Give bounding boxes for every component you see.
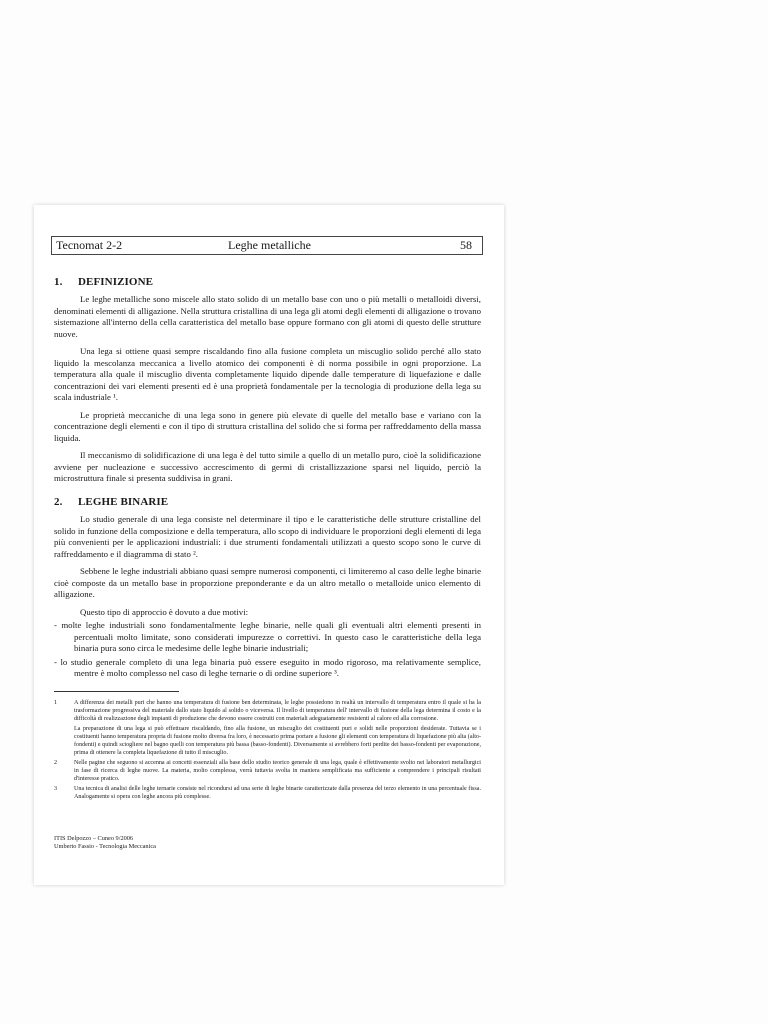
paragraph: Lo studio generale di una lega consiste nel determinare il tipo e le caratteristiche delle strutture cristalline del solido in funzione della composizione e della temperatura, allo scopo di individuare le proporzioni degli elementi di lega più convenienti per le applicazioni industriali: i due strumenti fondamentali utilizzati a questo scopo sono le curve di raffreddamento e il diagramma di stato ². <box>54 514 481 559</box>
section-number: 1. <box>54 276 63 288</box>
paragraph: Le leghe metalliche sono miscele allo stato solido di un metallo base con uno o più metalli o metalloidi diversi, denominati elementi di alligazione. Nella struttura cristallina di una lega gli atomi degli elementi di alligazione o trovano sistemazione all'interno della cella caratteristica del metallo base oppure formano con gli atomi di questo delle strutture nuove. <box>54 294 481 339</box>
paragraph: Il meccanismo di solidificazione di una lega è del tutto simile a quello di un metallo puro, cioè la solidificazione avviene per nucleazione e successivo accrescimento di germi di cristallizzazione sparsi nel liquido, perciò la microstruttura finale si presenta suddivisa in grani. <box>54 450 481 483</box>
document-page <box>34 205 504 885</box>
footnote-divider <box>54 691 179 692</box>
section-number: 2. <box>54 496 63 508</box>
footer-school: ITIS Delpozzo – Cuneo 9/2006 <box>54 835 134 842</box>
page-number: 58 <box>460 238 472 252</box>
section-title: DEFINIZIONE <box>78 276 154 288</box>
footnote-1-continuation: La preparazione di una lega si può effettuare riscaldando, fino alla fusione, un miscuglio dei costituenti puri e solidi nelle proporzioni desiderate. Tuttavia se i costituenti hanno temperatura propria di fusione molto diversa fra loro, è necessario prima portare a fusione gli elementi con temperatura di liquefazione più alta (alto-fondenti) e quindi sciogliere nel bagno quelli con temperatura più bassa (basso-fondenti). Diversamente si avrebbero forti perdite dei basso-fondenti per evaporazione, prima di ottenere la completa liquefazione di tutto il miscuglio. <box>74 726 481 756</box>
footnotes <box>54 699 481 803</box>
footnote-number: 1 <box>54 700 58 706</box>
footnote-text: Una tecnica di analisi delle leghe ternarie consiste nel ricondursi ad una serie di leghe binarie caratterizzate dalla presenza del terzo elemento in una percentuale fissa. Analogamente si opera con leghe ancora più complesse. <box>74 786 481 800</box>
footnote-2 <box>54 759 481 783</box>
list-item: - molte leghe industriali sono fondamentalmente leghe binarie, nelle quali gli eventuali altri elementi presenti in percentuali molto limitate, sono considerati impurezze o correttivi. In questo caso le caratteristiche della lega binaria pura sono circa le medesime delle leghe binarie industriali; <box>54 620 481 653</box>
paragraph: Sebbene le leghe industriali abbiano quasi sempre numerosi componenti, ci limiteremo al caso delle leghe binarie cioè composte da un metallo base in proporzione preponderante e da un altro metallo o metalloide unico elemento di alligazione. <box>54 566 481 599</box>
header-course: Tecnomat 2-2 <box>56 238 123 252</box>
footer-author: Umberto Fassio - Tecnologia Meccanica <box>54 843 156 850</box>
footnote-3 <box>54 785 481 801</box>
footnote-text: Nelle pagine che seguono si accenna ai concetti essenziali alla base dello studio teorico generale di una lega, quale è effettivamente svolto nei laboratori metallurgici in fase di ricerca di leghe nuove. La materia, molto complessa, verrà tuttavia svolta in maniera semplificata ma sufficiente a comprendere i principali risultati d'interesse pratico. <box>74 760 481 782</box>
page-footer <box>54 835 156 851</box>
section-heading-2 <box>54 496 168 508</box>
section-1-body <box>54 294 481 491</box>
paragraph: Una lega si ottiene quasi sempre riscaldando fino alla fusione completa un miscuglio solido perché allo stato liquido la mescolanza meccanica a livello atomico dei componenti è di norma possibile in ogni proporzione. La temperatura alla quale il miscuglio diventa completamente liquido dipende dalle temperature di liquefazione e dalle concentrazioni dei vari elementi presenti ed è una proprietà fondamentale per la tecnologia di produzione della lega su scala industriale ¹. <box>54 346 481 402</box>
section-heading-1 <box>54 276 153 288</box>
paragraph: Le proprietà meccaniche di una lega sono in genere più elevate di quelle del metallo base e variano con la concentrazione degli elementi e con il tipo di struttura cristallina del solido che si forma per raffreddamento della massa liquida. <box>54 409 481 443</box>
page-header <box>51 236 483 255</box>
footnote-number: 3 <box>54 786 58 792</box>
footnote-number: 2 <box>54 760 58 766</box>
paragraph: Questo tipo di approccio è dovuto a due motivi: <box>80 606 249 617</box>
footnote-1 <box>54 699 481 723</box>
list-item: - lo studio generale completo di una lega binaria può essere eseguito in modo rigoroso, ma relativamente semplice, mentre è molto complesso nel caso di leghe ternarie o di ordine superiore ³. <box>54 656 481 678</box>
section-2-body <box>54 514 481 682</box>
section-title: LEGHE BINARIE <box>78 496 169 508</box>
header-topic: Leghe metalliche <box>228 238 311 252</box>
footnote-text: A differenza dei metalli puri che hanno una temperatura di fusione ben determinata, le leghe possiedono in realtà un intervallo di temperatura entro il quale si ha la trasformazione progressiva del materiale dallo stato liquido al solido o viceversa. Il livello di temperatura dell' intervallo di fusione della lega determina il costo e la difficoltà di realizzazione degli impianti di produzione che devono essere costruiti con materiali adeguatamente resistenti al calore ed alla corrosione. <box>74 700 481 722</box>
